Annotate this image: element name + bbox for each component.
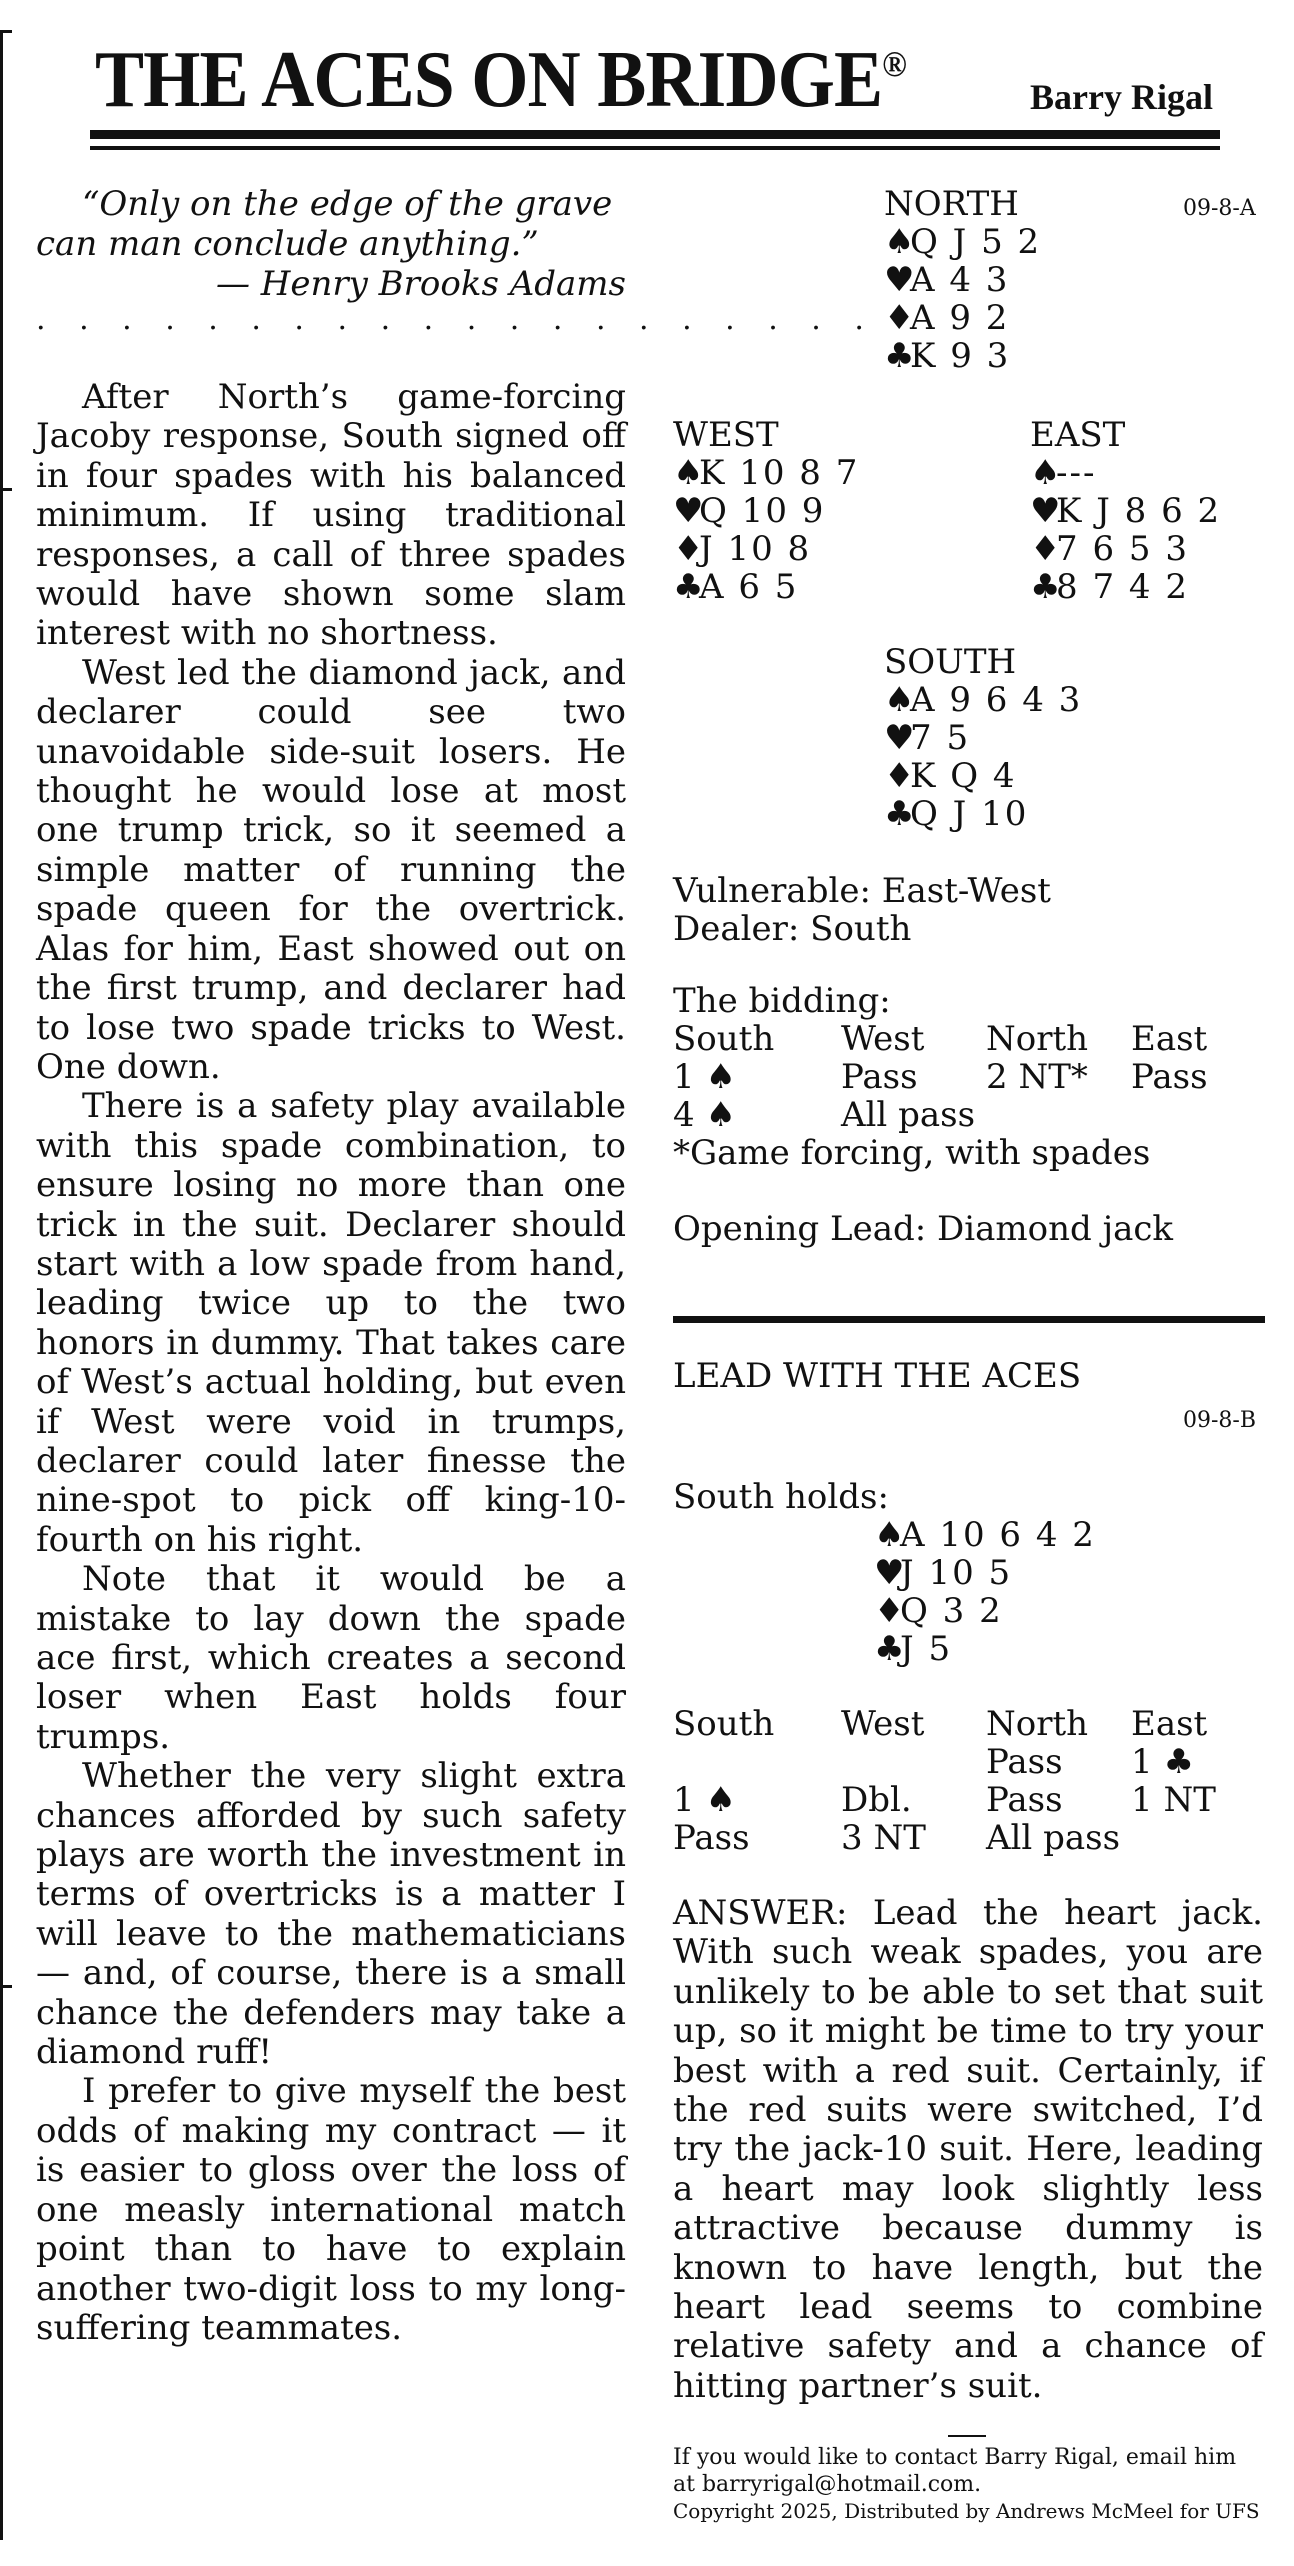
quote-line: can man conclude anything.” — [36, 224, 539, 264]
footer — [673, 2444, 1263, 2525]
epigraph — [36, 184, 626, 304]
left-border-tick — [0, 488, 12, 491]
bid: 1 NT — [1131, 1780, 1216, 1820]
hand-south-problem — [874, 1516, 1096, 1668]
bid — [1131, 1096, 1271, 1134]
diamond-icon: ♦ — [874, 1591, 907, 1631]
column-title — [95, 36, 906, 124]
club-icon: ♣ — [884, 336, 917, 376]
heart-holding: A 4 3 — [910, 260, 1010, 300]
heart-holding: 7 5 — [910, 718, 971, 758]
club-icon: ♣ — [874, 1629, 907, 1669]
club-icon: ♣ — [673, 567, 706, 607]
diamond-holding: Q 3 2 — [900, 1591, 1003, 1631]
bidding-header-row — [673, 1705, 1271, 1743]
heart-icon: ♥ — [673, 491, 706, 531]
quote-attribution: — Henry Brooks Adams — [215, 264, 626, 304]
spade-icon: ♠ — [673, 453, 706, 493]
club-holding: Q J 10 — [910, 794, 1029, 834]
bid-header: North — [986, 1704, 1089, 1744]
hand-south — [884, 643, 1082, 833]
club-holding: K 9 3 — [910, 336, 1011, 376]
direction-label: SOUTH — [884, 642, 1017, 682]
spade-holding: A 9 6 4 3 — [910, 680, 1083, 720]
bid: Pass — [673, 1818, 750, 1858]
registered-mark: ® — [882, 44, 906, 84]
dealer: Dealer: South — [673, 909, 912, 949]
section-rule — [673, 1316, 1265, 1323]
header-rule-thin — [90, 146, 1220, 150]
holds-label: South holds: — [673, 1477, 889, 1517]
bid-header: West — [841, 1704, 925, 1744]
bid-header: West — [841, 1019, 925, 1059]
diamond-icon: ♦ — [1030, 529, 1063, 569]
direction-label: EAST — [1030, 415, 1126, 455]
diamond-icon: ♦ — [884, 298, 917, 338]
article-paragraph: Note that it would be a mistake to lay down the spade ace first, which creates a second loser when East holds four trumps. — [36, 1559, 626, 1757]
answer-text: ANSWER: Lead the heart jack. With such weak spades, you are unlikely to be able to set that suit up, so it might be time to try your best with a red suit. Certainly, if the red suits were switched, I’d try the jack-10 suit. Here, leading a heart may look slightly less attractive because dummy is known to have length, but the heart lead seems to combine relative safety and a chance of hitting partner’s suit. — [673, 1893, 1263, 2406]
spade-icon: ♠ — [1030, 453, 1063, 493]
heart-holding: K J 8 6 2 — [1056, 491, 1222, 531]
spade-holding: A 10 6 4 2 — [900, 1515, 1096, 1555]
heart-icon: ♥ — [884, 260, 917, 300]
bid: All pass — [841, 1095, 976, 1135]
bid: 3 NT — [841, 1818, 926, 1858]
club-icon: ♣ — [884, 794, 917, 834]
vulnerability: Vulnerable: East-West — [673, 871, 1051, 911]
footer-dash — [948, 2435, 986, 2437]
contact-note: If you would like to contact Barry Rigal, email him at barryrigal@hotmail.com. — [673, 2445, 1237, 2497]
diamond-holding: J 10 8 — [699, 529, 812, 569]
spade-icon: ♠ — [884, 222, 917, 262]
article-paragraph: There is a safety play available with this spade combination, to ensure losing no more than one trick in the suit. Declarer should start with a low spade from hand, leading twice up to the two honors in dummy. That takes care of West’s actual holding, but even if West were void in trumps, declarer could later finesse the nine-spot to pick off king-10-fourth on his right. — [36, 1086, 626, 1560]
problem-bidding-table — [673, 1705, 1271, 1857]
article-body — [36, 378, 626, 2348]
bidding-row — [673, 1743, 1271, 1781]
diamond-icon: ♦ — [673, 529, 706, 569]
direction-label: NORTH — [884, 184, 1019, 224]
bid: All pass — [986, 1818, 1121, 1858]
dotted-separator: . . . . . . . . . . . . . . . . . . . . — [36, 302, 876, 337]
bid: 1 ♠ — [673, 1057, 736, 1097]
direction-label: WEST — [673, 415, 779, 455]
bidding-row — [673, 1819, 1271, 1857]
bid-header: South — [673, 1019, 775, 1059]
bid: 1 ♣ — [1131, 1742, 1194, 1782]
quote-line: “Only on the edge of the grave — [82, 184, 613, 224]
spade-icon: ♠ — [874, 1515, 907, 1555]
left-border-tick — [0, 1985, 12, 1988]
bid: 4 ♠ — [673, 1095, 736, 1135]
bidding-row — [673, 1058, 1271, 1096]
byline: Barry Rigal — [1030, 77, 1213, 117]
bid-header: South — [673, 1704, 775, 1744]
diamond-holding: K Q 4 — [910, 756, 1017, 796]
article-paragraph: After North’s game-forcing Jacoby response, South signed off in four spades with his balanced minimum. If using traditional responses, a call of three spades would have shown some slam interest with no shortness. — [36, 377, 626, 654]
bidding-table — [673, 1020, 1271, 1172]
header-rule-thick — [90, 130, 1220, 139]
bidding-row — [673, 1781, 1271, 1819]
spade-holding: Q J 5 2 — [910, 222, 1042, 262]
bid: Pass — [986, 1780, 1063, 1820]
bid-header: East — [1131, 1019, 1208, 1059]
bidding-header-row — [673, 1020, 1271, 1058]
club-holding: A 6 5 — [699, 567, 799, 607]
problem-id: 09-8-B — [1183, 1408, 1257, 1433]
heart-icon: ♥ — [1030, 491, 1063, 531]
hand-west — [673, 416, 859, 606]
bid: Pass — [1131, 1057, 1208, 1097]
bid: Dbl. — [841, 1780, 912, 1820]
spade-holding: K 10 8 7 — [699, 453, 860, 493]
bid — [1131, 1819, 1271, 1857]
opening-lead: Opening Lead: Diamond jack — [673, 1209, 1174, 1249]
club-icon: ♣ — [1030, 567, 1063, 607]
bid-header: East — [1131, 1704, 1208, 1744]
article-paragraph: West led the diamond jack, and declarer could see two unavoidable side-suit losers. He thought he would lose at most one trump trick, so it seemed a simple matter of running the spade queen for the overtrick. Alas for him, East showed out on the first trump, and declarer had to lose two spade tricks to West. One down. — [36, 652, 626, 1087]
bid: Pass — [841, 1057, 918, 1097]
diamond-holding: A 9 2 — [910, 298, 1010, 338]
diamond-holding: 7 6 5 3 — [1056, 529, 1189, 569]
heart-icon: ♥ — [884, 718, 917, 758]
bid — [673, 1743, 841, 1781]
left-border — [0, 30, 3, 2540]
bidding-row — [673, 1096, 1271, 1134]
article-paragraph: I prefer to give myself the best odds of making my contract — it is easier to gloss over the loss of one measly international match point than to have to explain another two-digit loss to my long-suffering teammates. — [36, 2071, 626, 2348]
section-title: LEAD WITH THE ACES — [673, 1356, 1082, 1396]
bid: Pass — [986, 1742, 1063, 1782]
hand-north — [884, 185, 1041, 375]
title-text: THE ACES ON BRIDGE — [95, 36, 883, 124]
copyright: Copyright 2025, Distributed by Andrews McMeel for UFS — [673, 2499, 1260, 2523]
diamond-icon: ♦ — [884, 756, 917, 796]
bid-header: North — [986, 1019, 1089, 1059]
bidding-label: The bidding: — [673, 981, 891, 1021]
spade-holding: --- — [1056, 453, 1097, 493]
club-holding: 8 7 4 2 — [1056, 567, 1189, 607]
hand-east — [1030, 416, 1221, 606]
heart-holding: Q 10 9 — [699, 491, 826, 531]
bidding-note: *Game forcing, with spades — [673, 1133, 1151, 1173]
left-border-tick — [0, 30, 12, 33]
club-holding: J 5 — [900, 1629, 953, 1669]
deal-conditions — [673, 872, 1051, 948]
spade-icon: ♠ — [884, 680, 917, 720]
deal-id: 09-8-A — [1183, 196, 1256, 221]
bid — [986, 1096, 1131, 1134]
bid: 1 ♠ — [673, 1780, 736, 1820]
heart-holding: J 10 5 — [900, 1553, 1013, 1593]
article-paragraph: Whether the very slight extra chances afforded by such safety plays are worth the investment in terms of overtricks is a matter I will leave to the mathematicians — and, of course, there is a small chance the defenders may take a diamond ruff! — [36, 1756, 626, 2073]
heart-icon: ♥ — [874, 1553, 907, 1593]
bid — [841, 1743, 986, 1781]
bid: 2 NT* — [986, 1057, 1088, 1097]
